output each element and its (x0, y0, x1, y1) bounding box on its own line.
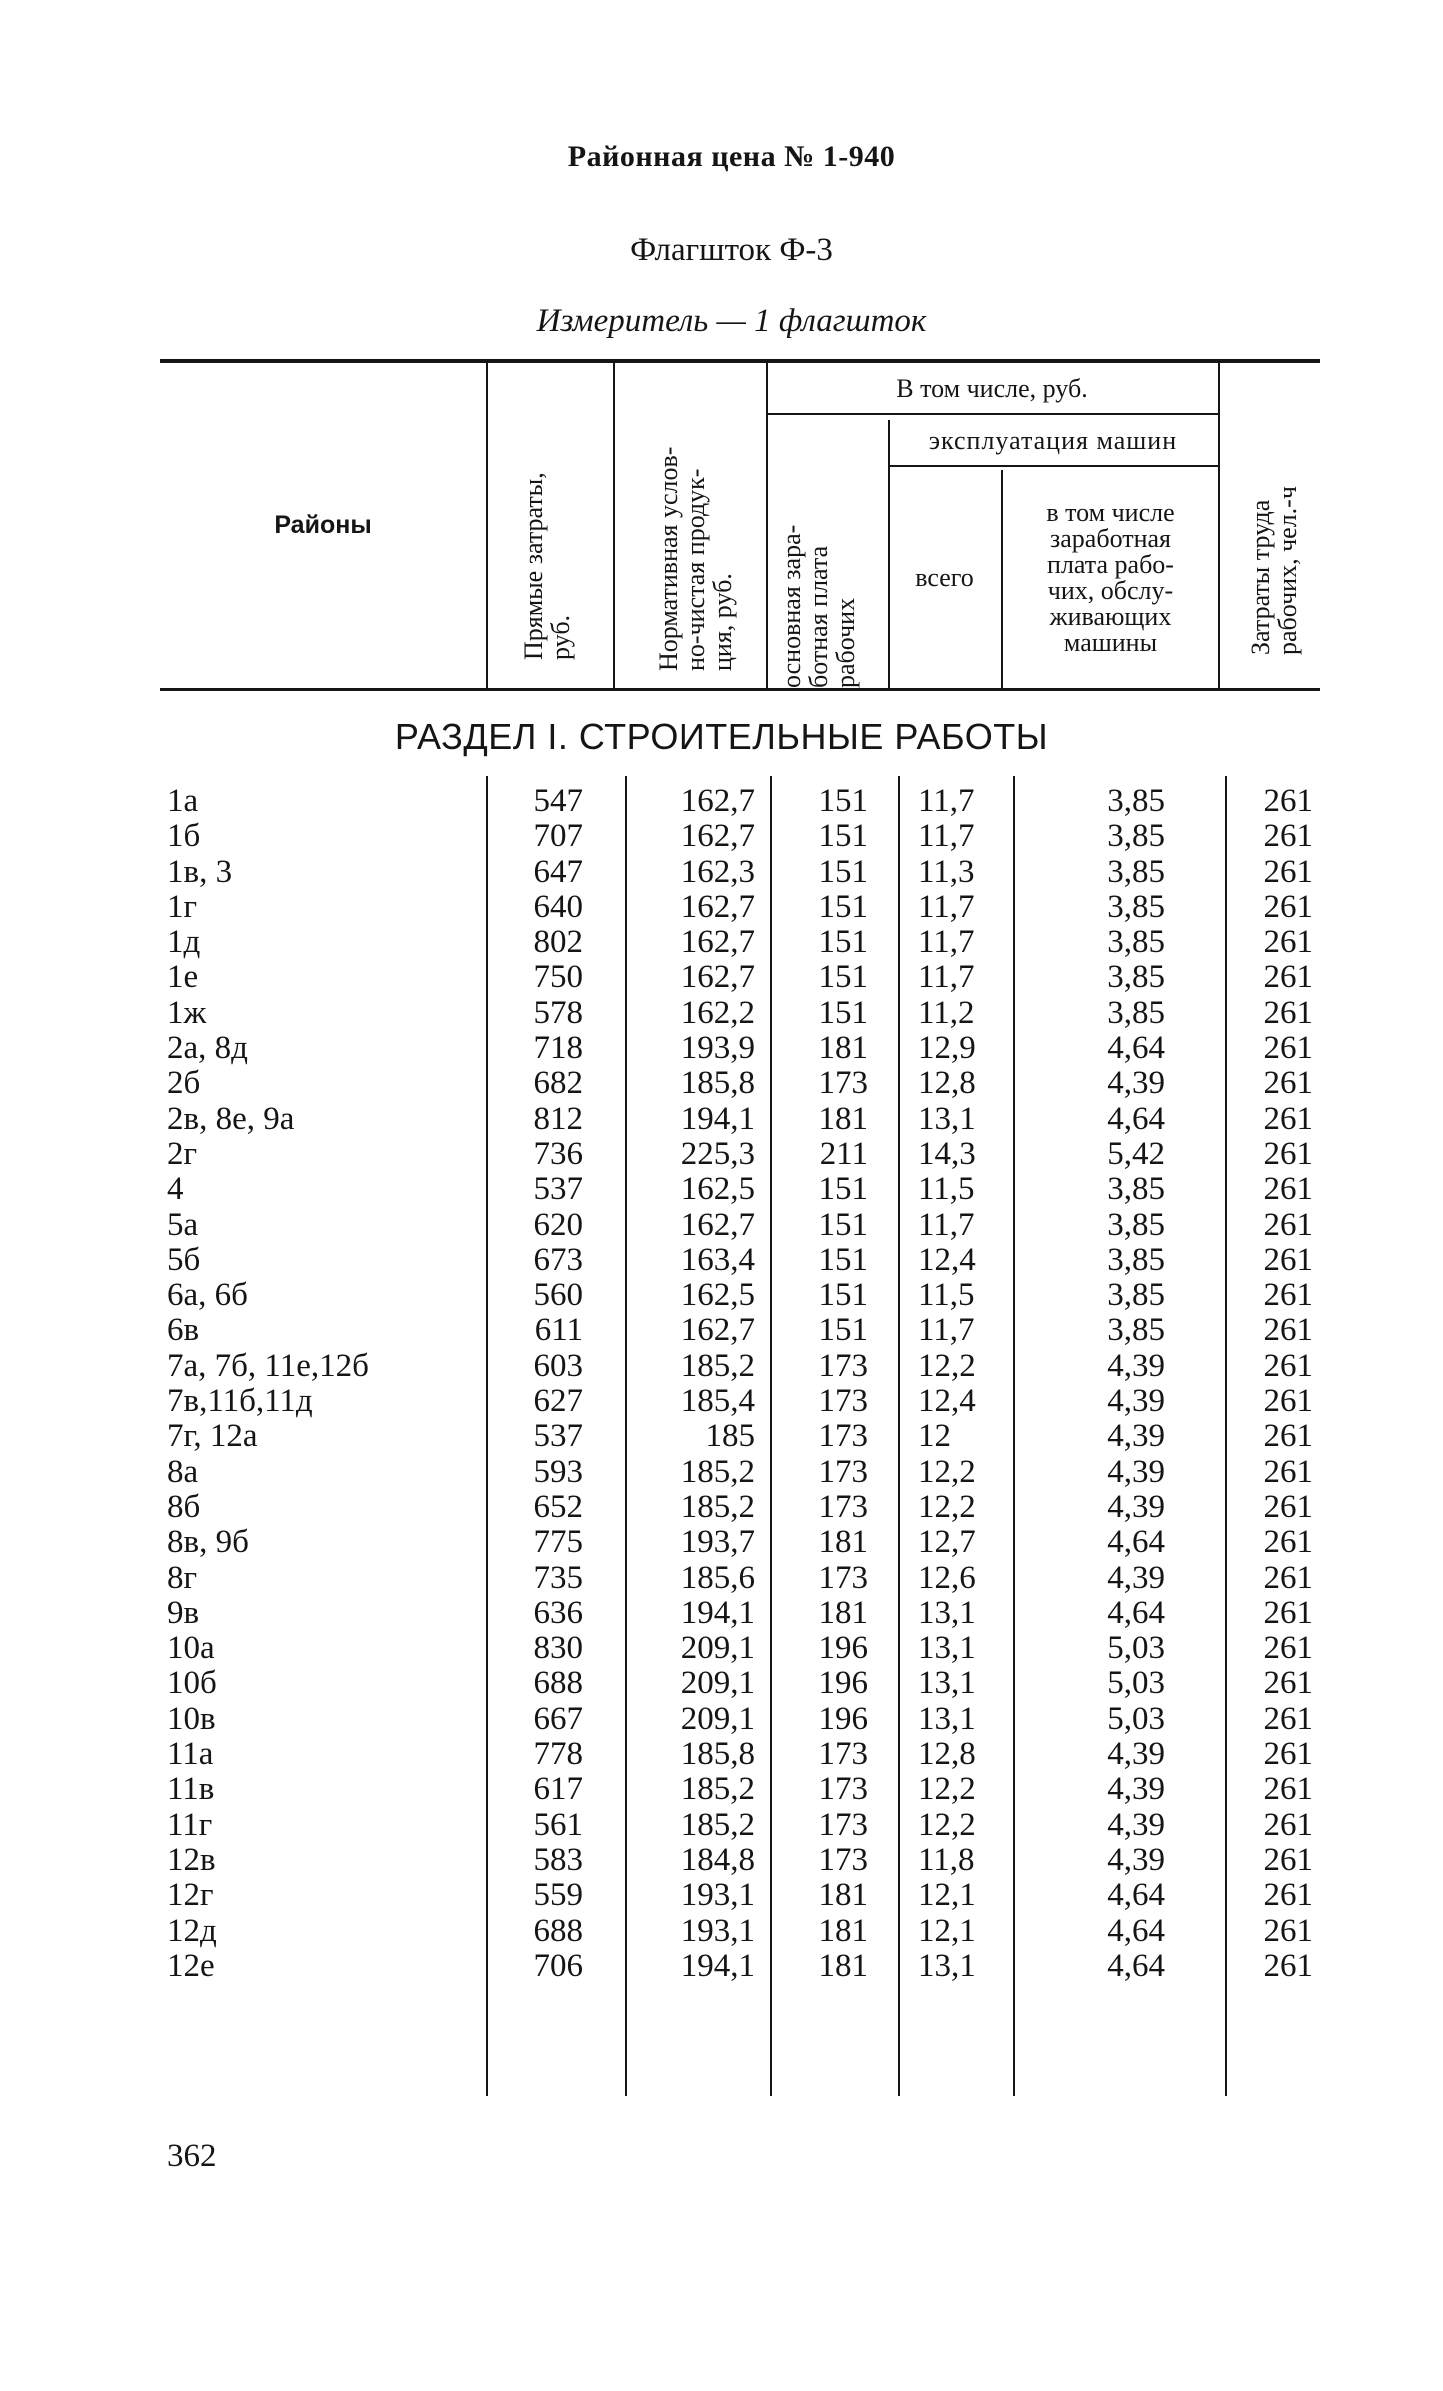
cell-machine-wage: 4,64 (1107, 1030, 1165, 1067)
cell-normative: 162,7 (680, 888, 755, 925)
cell-machines-total: 13,1 (918, 1594, 976, 1631)
cell-normative: 162,7 (680, 1312, 755, 1349)
cell-machine-wage: 4,64 (1107, 1877, 1165, 1914)
cell-base-wage: 151 (818, 818, 868, 855)
cell-machines-total: 11,5 (918, 1171, 975, 1208)
cell-district: 8г (167, 1559, 198, 1596)
cell-machine-wage: 4,64 (1107, 1100, 1165, 1137)
cell-direct-costs: 617 (533, 1771, 583, 1808)
cell-labor: 261 (1263, 1736, 1313, 1773)
cell-machines-total: 13,1 (918, 1630, 976, 1667)
cell-direct-costs: 647 (533, 853, 583, 890)
cell-machines-total: 12,2 (918, 1806, 976, 1843)
cell-machine-wage: 4,39 (1107, 1736, 1165, 1773)
cell-labor: 261 (1263, 1100, 1313, 1137)
cell-base-wage: 151 (818, 959, 868, 996)
cell-base-wage: 173 (818, 1771, 868, 1808)
cell-machine-wage: 3,85 (1107, 818, 1165, 855)
cell-district: 1д (167, 924, 201, 961)
cell-machine-wage: 3,85 (1107, 1277, 1165, 1314)
table-row (0, 1243, 1443, 1278)
cell-machines-total: 12,2 (918, 1347, 976, 1384)
cell-normative: 185,2 (680, 1771, 755, 1808)
cell-district: 7г, 12а (167, 1418, 258, 1455)
cell-normative: 194,1 (680, 1594, 755, 1631)
cell-direct-costs: 802 (533, 924, 583, 961)
header-including: В том числе, руб. (896, 374, 1088, 403)
table-row (0, 1596, 1443, 1631)
cell-base-wage: 173 (818, 1488, 868, 1525)
cell-district: 2г (167, 1135, 198, 1172)
cell-base-wage: 151 (818, 924, 868, 961)
cell-normative: 162,5 (680, 1171, 755, 1208)
cell-normative: 185 (705, 1418, 755, 1455)
page-title: Районная цена № 1-940 (567, 140, 896, 173)
header-machine-wage: в том числе заработная плата рабо- чих, обслу- живающих машины (1046, 497, 1175, 657)
cell-direct-costs: 636 (533, 1594, 583, 1631)
cell-machine-wage: 3,85 (1107, 783, 1165, 819)
cell-labor: 261 (1263, 1771, 1313, 1808)
cell-direct-costs: 682 (533, 1065, 583, 1102)
cell-district: 1а (167, 783, 199, 819)
table-row (0, 1349, 1443, 1384)
cell-direct-costs: 673 (533, 1241, 583, 1278)
cell-machines-total: 12,6 (918, 1559, 976, 1596)
cell-machines-total: 12,1 (918, 1912, 976, 1949)
cell-labor: 261 (1263, 1383, 1313, 1420)
cell-machine-wage: 4,39 (1107, 1453, 1165, 1490)
cell-machines-total: 11,7 (918, 1312, 975, 1349)
cell-direct-costs: 603 (533, 1347, 583, 1384)
table-row (0, 890, 1443, 925)
cell-machines-total: 12,4 (918, 1383, 976, 1420)
cell-district: 7в,11б,11д (167, 1383, 313, 1420)
cell-machines-total: 11,5 (918, 1277, 975, 1314)
cell-direct-costs: 640 (533, 888, 583, 925)
cell-labor: 261 (1263, 1665, 1313, 1702)
header-machine-ops: эксплуатация машин (928, 425, 1178, 455)
cell-district: 6а, 6б (167, 1277, 248, 1314)
cell-normative: 184,8 (680, 1841, 755, 1878)
cell-machines-total: 12,2 (918, 1488, 976, 1525)
cell-district: 1е (167, 959, 199, 996)
cell-normative: 162,5 (680, 1277, 755, 1314)
cell-base-wage: 196 (818, 1630, 868, 1667)
cell-district: 4 (167, 1171, 184, 1208)
cell-normative: 162,7 (680, 818, 755, 855)
cell-machines-total: 11,7 (918, 1206, 975, 1243)
table-row (0, 1631, 1443, 1666)
table-row (0, 855, 1443, 890)
table-row (0, 819, 1443, 854)
cell-labor: 261 (1263, 888, 1313, 925)
cell-machine-wage: 3,85 (1107, 1206, 1165, 1243)
cell-normative: 193,1 (680, 1877, 755, 1914)
cell-direct-costs: 578 (533, 994, 583, 1031)
cell-normative: 185,6 (680, 1559, 755, 1596)
cell-base-wage: 173 (818, 1418, 868, 1455)
cell-normative: 185,2 (680, 1347, 755, 1384)
header-direct-costs: Прямые затраты, руб. (519, 472, 575, 660)
item-subtitle: Флагшток Ф-3 (630, 232, 833, 268)
cell-direct-costs: 778 (533, 1736, 583, 1773)
cell-labor: 261 (1263, 1841, 1313, 1878)
cell-district: 8б (167, 1488, 201, 1525)
cell-machines-total: 13,1 (918, 1100, 976, 1137)
cell-normative: 185,4 (680, 1383, 755, 1420)
cell-district: 6в (167, 1312, 200, 1349)
cell-district: 1в, 3 (167, 853, 233, 890)
cell-machine-wage: 4,39 (1107, 1806, 1165, 1843)
cell-machine-wage: 5,03 (1107, 1630, 1165, 1667)
cell-machine-wage: 3,85 (1107, 1312, 1165, 1349)
table-row (0, 1490, 1443, 1525)
table-row (0, 1525, 1443, 1560)
cell-district: 5б (167, 1241, 201, 1278)
cell-base-wage: 181 (818, 1524, 868, 1561)
cell-machines-total: 14,3 (918, 1135, 976, 1172)
cell-district: 12д (167, 1912, 217, 1949)
cell-labor: 261 (1263, 959, 1313, 996)
cell-normative: 162,7 (680, 1206, 755, 1243)
cell-machine-wage: 4,64 (1107, 1947, 1165, 1984)
cell-district: 10в (167, 1700, 216, 1737)
cell-normative: 162,3 (680, 853, 755, 890)
cell-machine-wage: 4,39 (1107, 1488, 1165, 1525)
cell-district: 8в, 9б (167, 1524, 249, 1561)
cell-direct-costs: 611 (534, 1312, 583, 1349)
cell-normative: 185,2 (680, 1806, 755, 1843)
cell-normative: 209,1 (680, 1700, 755, 1737)
cell-district: 1б (167, 818, 201, 855)
cell-base-wage: 151 (818, 783, 868, 819)
cell-labor: 261 (1263, 1241, 1313, 1278)
table-row (0, 960, 1443, 995)
cell-direct-costs: 537 (533, 1418, 583, 1455)
table-body (0, 784, 1443, 1984)
table-row (0, 1031, 1443, 1066)
header-normative: Нормативная услов- но-чистая продук- ция, руб. (654, 446, 737, 671)
cell-district: 1ж (167, 994, 207, 1031)
cell-normative: 162,2 (680, 994, 755, 1031)
cell-base-wage: 181 (818, 1947, 868, 1984)
cell-machines-total: 11,7 (918, 959, 975, 996)
cell-base-wage: 181 (818, 1912, 868, 1949)
cell-direct-costs: 537 (533, 1171, 583, 1208)
table-row (0, 1208, 1443, 1243)
cell-machine-wage: 5,42 (1107, 1135, 1165, 1172)
cell-machines-total: 11,7 (918, 818, 975, 855)
cell-direct-costs: 775 (533, 1524, 583, 1561)
cell-district: 12в (167, 1841, 216, 1878)
cell-base-wage: 151 (818, 1171, 868, 1208)
cell-labor: 261 (1263, 1277, 1313, 1314)
cell-labor: 261 (1263, 1418, 1313, 1455)
cell-machines-total: 11,8 (918, 1841, 975, 1878)
cell-machine-wage: 4,39 (1107, 1841, 1165, 1878)
cell-direct-costs: 547 (533, 783, 583, 819)
cell-district: 2б (167, 1065, 201, 1102)
cell-labor: 261 (1263, 1524, 1313, 1561)
cell-machines-total: 11,7 (918, 888, 975, 925)
cell-machines-total: 13,1 (918, 1665, 976, 1702)
cell-normative: 209,1 (680, 1665, 755, 1702)
cell-base-wage: 173 (818, 1841, 868, 1878)
cell-machine-wage: 4,39 (1107, 1418, 1165, 1455)
cell-machine-wage: 4,64 (1107, 1524, 1165, 1561)
cell-labor: 261 (1263, 1453, 1313, 1490)
cell-machine-wage: 3,85 (1107, 853, 1165, 890)
cell-labor: 261 (1263, 1947, 1313, 1984)
cell-direct-costs: 627 (533, 1383, 583, 1420)
cell-district: 1г (167, 888, 198, 925)
cell-district: 12г (167, 1877, 214, 1914)
cell-normative: 193,7 (680, 1524, 755, 1561)
cell-machine-wage: 4,64 (1107, 1594, 1165, 1631)
table-row (0, 1737, 1443, 1772)
header-divider (613, 362, 615, 688)
cell-machines-total: 12,9 (918, 1030, 976, 1067)
header-base-wage: основная зара- ботная плата рабочих (777, 524, 860, 688)
cell-normative: 194,1 (680, 1947, 755, 1984)
cell-district: 8а (167, 1453, 199, 1490)
cell-machine-wage: 4,39 (1107, 1771, 1165, 1808)
cell-base-wage: 196 (818, 1665, 868, 1702)
cell-district: 2а, 8д (167, 1030, 248, 1067)
table-row (0, 1419, 1443, 1454)
table-row (0, 925, 1443, 960)
cell-base-wage: 181 (818, 1594, 868, 1631)
cell-normative: 185,8 (680, 1065, 755, 1102)
cell-base-wage: 173 (818, 1453, 868, 1490)
cell-machines-total: 12,2 (918, 1771, 976, 1808)
cell-labor: 261 (1263, 853, 1313, 890)
table-row (0, 1313, 1443, 1348)
cell-direct-costs: 652 (533, 1488, 583, 1525)
cell-machines-total: 11,2 (918, 994, 975, 1031)
cell-labor: 261 (1263, 1171, 1313, 1208)
cell-district: 10а (167, 1630, 215, 1667)
cell-machine-wage: 4,64 (1107, 1912, 1165, 1949)
cell-machine-wage: 4,39 (1107, 1383, 1165, 1420)
cell-normative: 185,2 (680, 1453, 755, 1490)
cell-labor: 261 (1263, 1488, 1313, 1525)
cell-base-wage: 151 (818, 1312, 868, 1349)
cell-direct-costs: 559 (533, 1877, 583, 1914)
cell-normative: 163,4 (680, 1241, 755, 1278)
cell-normative: 162,7 (680, 783, 755, 819)
cell-normative: 225,3 (680, 1135, 755, 1172)
cell-direct-costs: 707 (533, 818, 583, 855)
cell-direct-costs: 593 (533, 1453, 583, 1490)
header-divider (486, 362, 488, 688)
cell-labor: 261 (1263, 1135, 1313, 1172)
cell-base-wage: 151 (818, 1206, 868, 1243)
cell-normative: 185,2 (680, 1488, 755, 1525)
section-title: РАЗДЕЛ I. СТРОИТЕЛЬНЫЕ РАБОТЫ (394, 716, 1049, 757)
cell-labor: 261 (1263, 1206, 1313, 1243)
cell-machine-wage: 5,03 (1107, 1700, 1165, 1737)
cell-district: 12е (167, 1947, 215, 1984)
cell-labor: 261 (1263, 924, 1313, 961)
cell-machines-total: 11,7 (918, 924, 975, 961)
cell-base-wage: 173 (818, 1559, 868, 1596)
cell-direct-costs: 706 (533, 1947, 583, 1984)
cell-normative: 193,9 (680, 1030, 755, 1067)
cell-district: 9в (167, 1594, 200, 1631)
table-row (0, 1384, 1443, 1419)
cell-labor: 261 (1263, 1912, 1313, 1949)
cell-base-wage: 173 (818, 1806, 868, 1843)
cell-labor: 261 (1263, 1877, 1313, 1914)
cell-machine-wage: 3,85 (1107, 1171, 1165, 1208)
cell-direct-costs: 735 (533, 1559, 583, 1596)
cell-direct-costs: 620 (533, 1206, 583, 1243)
cell-direct-costs: 688 (533, 1665, 583, 1702)
cell-machines-total: 12,8 (918, 1736, 976, 1773)
cell-labor: 261 (1263, 783, 1313, 819)
cell-base-wage: 173 (818, 1736, 868, 1773)
cell-normative: 209,1 (680, 1630, 755, 1667)
cell-district: 5а (167, 1206, 199, 1243)
cell-machines-total: 13,1 (918, 1700, 976, 1737)
cell-base-wage: 173 (818, 1065, 868, 1102)
cell-direct-costs: 750 (533, 959, 583, 996)
cell-normative: 162,7 (680, 924, 755, 961)
cell-machine-wage: 3,85 (1107, 1241, 1165, 1278)
table-row (0, 1949, 1443, 1984)
cell-direct-costs: 583 (533, 1841, 583, 1878)
header-divider (1218, 362, 1220, 688)
cell-labor: 261 (1263, 1347, 1313, 1384)
cell-base-wage: 151 (818, 853, 868, 890)
cell-machine-wage: 3,85 (1107, 924, 1165, 961)
cell-machines-total: 12,1 (918, 1877, 976, 1914)
cell-base-wage: 181 (818, 1877, 868, 1914)
cell-labor: 261 (1263, 1630, 1313, 1667)
cell-normative: 194,1 (680, 1100, 755, 1137)
cell-direct-costs: 718 (533, 1030, 583, 1067)
cell-base-wage: 181 (818, 1100, 868, 1137)
table-row (0, 1878, 1443, 1913)
cell-base-wage: 151 (818, 994, 868, 1031)
table-row (0, 1455, 1443, 1490)
table-row (0, 1808, 1443, 1843)
cell-base-wage: 151 (818, 888, 868, 925)
table-row (0, 996, 1443, 1031)
table-row (0, 1702, 1443, 1737)
cell-direct-costs: 688 (533, 1912, 583, 1949)
cell-labor: 261 (1263, 1806, 1313, 1843)
table-row (0, 1137, 1443, 1172)
cell-direct-costs: 830 (533, 1630, 583, 1667)
cell-normative: 162,7 (680, 959, 755, 996)
table-row (0, 1561, 1443, 1596)
table-row (0, 1278, 1443, 1313)
cell-machines-total: 11,3 (918, 853, 975, 890)
cell-direct-costs: 561 (533, 1806, 583, 1843)
cell-direct-costs: 667 (533, 1700, 583, 1737)
cell-direct-costs: 560 (533, 1277, 583, 1314)
cell-machine-wage: 4,39 (1107, 1065, 1165, 1102)
cell-base-wage: 196 (818, 1700, 868, 1737)
table-row (0, 1843, 1443, 1878)
cell-district: 11а (167, 1736, 214, 1773)
cell-district: 11в (167, 1771, 215, 1808)
cell-district: 2в, 8е, 9а (167, 1100, 295, 1137)
cell-machine-wage: 3,85 (1107, 888, 1165, 925)
cell-machine-wage: 3,85 (1107, 959, 1165, 996)
cell-district: 10б (167, 1665, 217, 1702)
header-machines-total: всего (915, 563, 974, 592)
cell-base-wage: 181 (818, 1030, 868, 1067)
cell-machines-total: 12,4 (918, 1241, 976, 1278)
cell-base-wage: 211 (819, 1135, 868, 1172)
cell-machine-wage: 4,39 (1107, 1559, 1165, 1596)
cell-machine-wage: 3,85 (1107, 994, 1165, 1031)
cell-direct-costs: 736 (533, 1135, 583, 1172)
cell-labor: 261 (1263, 1700, 1313, 1737)
cell-labor: 261 (1263, 1312, 1313, 1349)
table-row (0, 784, 1443, 819)
cell-machines-total: 12 (918, 1418, 951, 1455)
cell-labor: 261 (1263, 818, 1313, 855)
cell-machines-total: 12,8 (918, 1065, 976, 1102)
page-number: 362 (167, 2138, 217, 2174)
cell-labor: 261 (1263, 1030, 1313, 1067)
cell-base-wage: 173 (818, 1347, 868, 1384)
header-districts: Районы (274, 510, 372, 539)
measure-unit: Измеритель — 1 флагшток (536, 303, 927, 339)
cell-base-wage: 173 (818, 1383, 868, 1420)
cell-district: 11г (167, 1806, 213, 1843)
cell-base-wage: 151 (818, 1277, 868, 1314)
header-bottom-rule (160, 688, 1320, 691)
cell-machines-total: 12,7 (918, 1524, 976, 1561)
cell-machines-total: 12,2 (918, 1453, 976, 1490)
cell-base-wage: 151 (818, 1241, 868, 1278)
cell-labor: 261 (1263, 994, 1313, 1031)
cell-machine-wage: 5,03 (1107, 1665, 1165, 1702)
cell-machines-total: 13,1 (918, 1947, 976, 1984)
table-row (0, 1666, 1443, 1701)
cell-direct-costs: 812 (533, 1100, 583, 1137)
cell-machine-wage: 4,39 (1107, 1347, 1165, 1384)
cell-normative: 185,8 (680, 1736, 755, 1773)
cell-labor: 261 (1263, 1065, 1313, 1102)
cell-labor: 261 (1263, 1594, 1313, 1631)
header-labor: Затраты труда рабочих, чел.-ч (1246, 486, 1302, 655)
table-row (0, 1172, 1443, 1207)
table-row (0, 1914, 1443, 1949)
cell-district: 7а, 7б, 11е,12б (167, 1347, 369, 1384)
table-row (0, 1772, 1443, 1807)
cell-labor: 261 (1263, 1559, 1313, 1596)
cell-normative: 193,1 (680, 1912, 755, 1949)
cell-machines-total: 11,7 (918, 783, 975, 819)
table-row (0, 1066, 1443, 1101)
table-row (0, 1102, 1443, 1137)
